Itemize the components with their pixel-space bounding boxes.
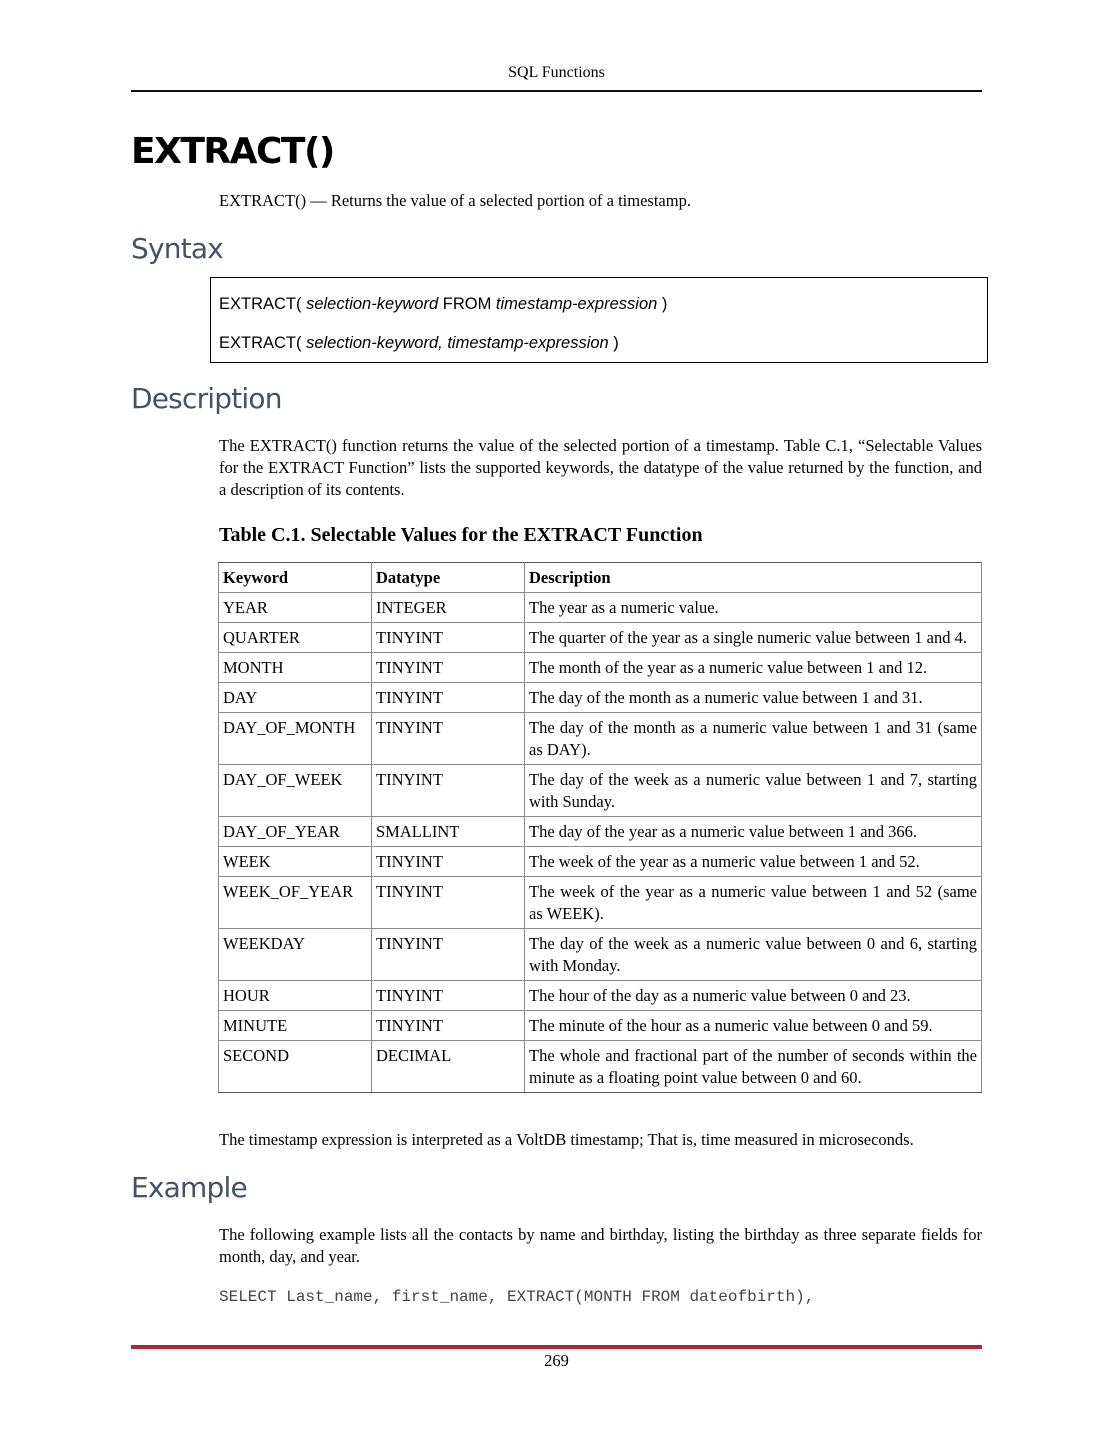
cell-keyword: WEEK — [219, 847, 372, 877]
cell-description: The day of the month as a numeric value between 1 and 31. — [525, 683, 982, 713]
cell-keyword: HOUR — [219, 981, 372, 1011]
syntax-arg: timestamp-expression — [495, 295, 658, 313]
cell-keyword: WEEKDAY — [219, 929, 372, 981]
cell-datatype: TINYINT — [372, 877, 525, 929]
cell-datatype: TINYINT — [372, 929, 525, 981]
example-paragraph: The following example lists all the contacts by name and birthday, listing the birthday as three separate fields for month, day, and year. — [219, 1225, 982, 1266]
cell-datatype: INTEGER — [372, 593, 525, 623]
column-header-keyword: Keyword — [219, 563, 372, 593]
table-row — [219, 877, 982, 929]
table-row — [219, 765, 982, 817]
cell-description: The week of the year as a numeric value between 1 and 52 (same as WEEK). — [525, 877, 982, 929]
cell-keyword: DAY — [219, 683, 372, 713]
syntax-box — [210, 277, 988, 363]
cell-datatype: TINYINT — [372, 765, 525, 817]
description-heading: Description — [131, 382, 282, 415]
cell-keyword: DAY_OF_MONTH — [219, 713, 372, 765]
cell-keyword: DAY_OF_YEAR — [219, 817, 372, 847]
cell-description: The hour of the day as a numeric value between 0 and 23. — [525, 981, 982, 1011]
table-row — [219, 683, 982, 713]
description-paragraph: The EXTRACT() function returns the value of the selected portion of a timestamp. Table C.1, “Selectable Values for the EXTRACT Function” lists the supported keywords, the datatype of the value returned by the function, and a description of its contents. — [219, 436, 982, 499]
table-header-row — [219, 563, 982, 593]
cell-description: The whole and fractional part of the number of seconds within the minute as a floating point value between 0 and 60. — [525, 1041, 982, 1093]
cell-description: The day of the month as a numeric value between 1 and 31 (same as DAY). — [525, 713, 982, 765]
cell-datatype: TINYINT — [372, 623, 525, 653]
table-row — [219, 593, 982, 623]
selectable-values-table — [218, 562, 982, 1093]
table-row — [219, 1041, 982, 1093]
cell-datatype: TINYINT — [372, 683, 525, 713]
syntax-suffix: ) — [608, 334, 619, 352]
cell-datatype: TINYINT — [372, 713, 525, 765]
table-row — [219, 981, 982, 1011]
cell-description: The week of the year as a numeric value between 1 and 52. — [525, 847, 982, 877]
cell-description: The day of the week as a numeric value between 1 and 7, starting with Sunday. — [525, 765, 982, 817]
running-header: SQL Functions — [508, 64, 605, 81]
cell-description: The quarter of the year as a single numeric value between 1 and 4. — [525, 623, 982, 653]
cell-keyword: SECOND — [219, 1041, 372, 1093]
cell-datatype: SMALLINT — [372, 817, 525, 847]
table-row — [219, 653, 982, 683]
syntax-suffix: ) — [657, 295, 668, 313]
cell-datatype: TINYINT — [372, 653, 525, 683]
example-code: SELECT Last_name, first_name, EXTRACT(MONTH FROM dateofbirth), — [219, 1288, 815, 1306]
syntax-prefix: EXTRACT( — [219, 334, 307, 352]
function-summary: EXTRACT() — Returns the value of a selected portion of a timestamp. — [219, 191, 691, 210]
syntax-line — [219, 332, 619, 354]
table-row — [219, 929, 982, 981]
table-row — [219, 713, 982, 765]
cell-keyword: YEAR — [219, 593, 372, 623]
footer-rule — [131, 1345, 982, 1349]
cell-description: The day of the year as a numeric value between 1 and 366. — [525, 817, 982, 847]
column-header-description: Description — [525, 563, 982, 593]
cell-datatype: TINYINT — [372, 1011, 525, 1041]
table-row — [219, 817, 982, 847]
cell-description: The year as a numeric value. — [525, 593, 982, 623]
cell-description: The month of the year as a numeric value between 1 and 12. — [525, 653, 982, 683]
cell-keyword: MONTH — [219, 653, 372, 683]
cell-datatype: DECIMAL — [372, 1041, 525, 1093]
cell-keyword: DAY_OF_WEEK — [219, 765, 372, 817]
table-row — [219, 1011, 982, 1041]
page-title: EXTRACT() — [131, 131, 334, 172]
table-title: Table C.1. Selectable Values for the EXTRACT Function — [219, 524, 703, 546]
column-header-datatype: Datatype — [372, 563, 525, 593]
cell-description: The day of the week as a numeric value between 0 and 6, starting with Monday. — [525, 929, 982, 981]
syntax-line — [219, 293, 667, 315]
syntax-arg: timestamp-expression — [447, 334, 609, 352]
timestamp-note: The timestamp expression is interpreted as a VoltDB timestamp; That is, time measured in microseconds. — [219, 1130, 914, 1149]
cell-datatype: TINYINT — [372, 981, 525, 1011]
syntax-heading: Syntax — [131, 232, 223, 265]
cell-description: The minute of the hour as a numeric value between 0 and 59. — [525, 1011, 982, 1041]
header-rule — [131, 90, 982, 92]
cell-datatype: TINYINT — [372, 847, 525, 877]
syntax-prefix: EXTRACT( — [219, 295, 307, 313]
syntax-keyword: FROM — [438, 295, 496, 313]
cell-keyword: MINUTE — [219, 1011, 372, 1041]
syntax-arg: selection-keyword — [306, 295, 439, 313]
table-row — [219, 623, 982, 653]
cell-keyword: WEEK_OF_YEAR — [219, 877, 372, 929]
table-row — [219, 847, 982, 877]
example-heading: Example — [131, 1171, 247, 1204]
cell-keyword: QUARTER — [219, 623, 372, 653]
syntax-arg: selection-keyword, — [306, 334, 443, 352]
page-number: 269 — [544, 1351, 569, 1370]
